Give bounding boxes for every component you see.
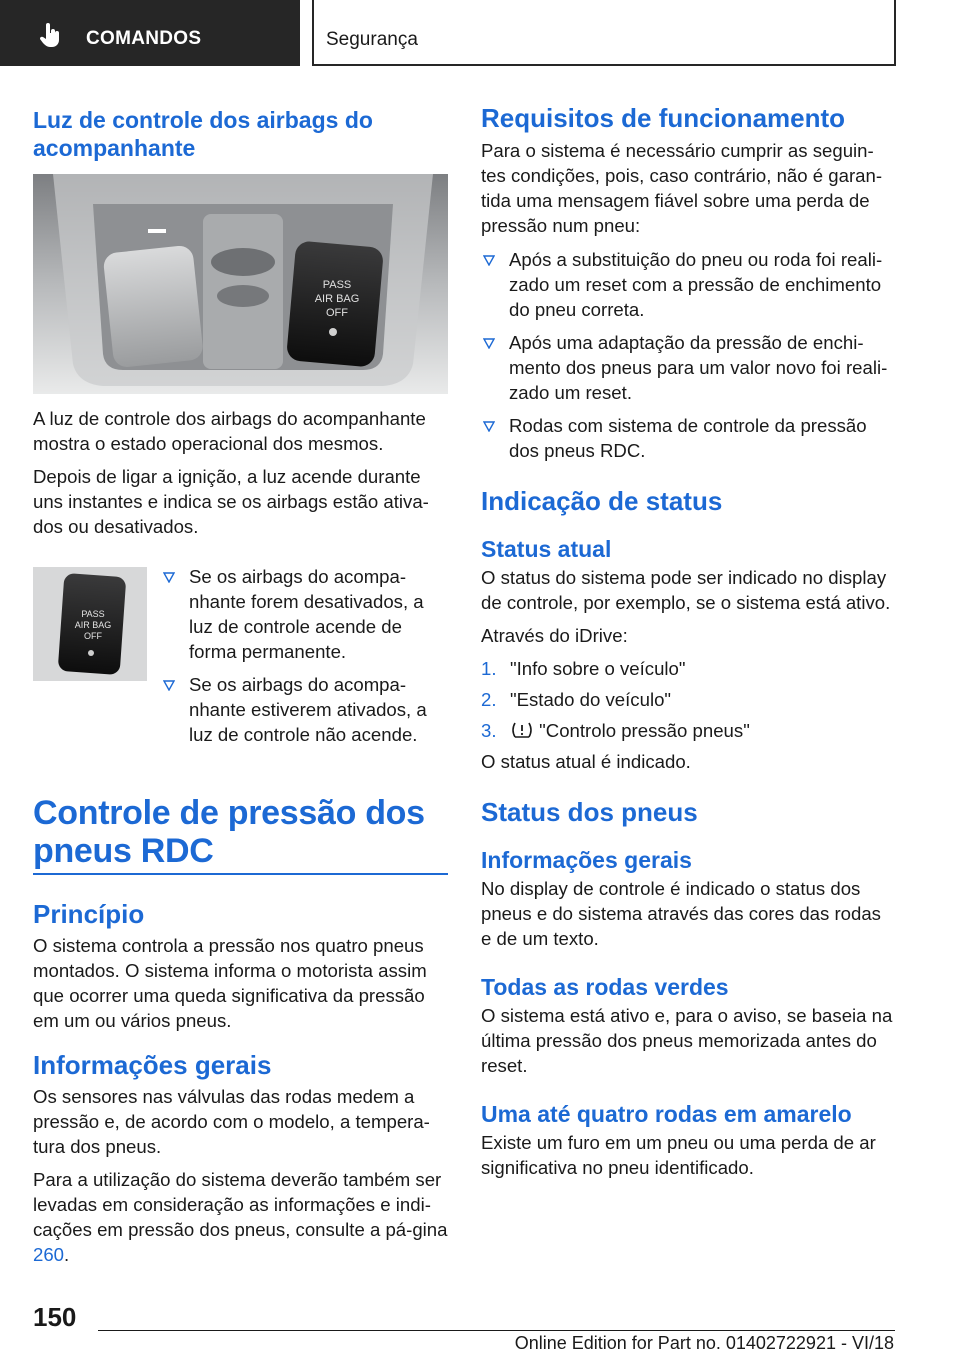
list-item: 1. "Info sobre o veículo" [481,658,686,679]
triangle-bullet-icon [483,338,495,349]
principio-section [33,898,448,1267]
triangle-bullet-icon [483,421,495,432]
list-item: Rodas com sistema de controle da pressão dos pneus RDC. [481,413,896,463]
svg-text:PASS: PASS [81,609,105,619]
airbag-bullets [161,564,448,747]
info-heading: Informações gerais [33,1050,272,1080]
requirements-text: Para o sistema é necessário cumprir as seguin‐tes condições, pois, caso contrário, não é garan‐tida uma mensagem fiável sobre uma perda de pressão num pneu: [481,140,883,236]
page-number: 150 [33,1302,77,1332]
list-item: Se os airbags do acompa‐nhante forem desativados, a luz de controle acende de forma permanente. [161,564,448,664]
green-wheels-heading: Todas as rodas verdes [481,974,729,1000]
airbag-paragraph-2: Depois de ligar a ignição, a luz acende durante uns instantes e indica se os airbags estão ativa‐dos ou desativados. [33,466,429,537]
idrive-text: Através do iDrive: [481,625,628,646]
list-item: 3. "Controlo pressão pneus" [481,720,750,741]
list-item: 2. "Estado do veículo" [481,689,672,710]
triangle-bullet-icon [163,572,175,583]
footer-divider [98,1330,895,1331]
tire-status-heading: Status dos pneus [481,797,698,827]
airbag-switch-photo [33,174,448,394]
airbag-off-button-image [33,567,147,681]
tire-pressure-warning-icon [510,720,534,740]
info-text-2: Para a utilização do sistema deverão também ser levadas em consideração as informações e indi‐cações em pressão dos pneus, consulte a pá‐gina 260. [33,1169,448,1265]
left-column [33,100,448,162]
header-chapter-box [312,0,896,66]
list-item: Após uma adaptação da pressão de enchi‐mento dos pneus para um valor novo foi reali‐zado um reset. [481,330,896,405]
green-wheels-text: O sistema está ativo e, para o aviso, se baseia na última pressão dos pneus memorizada antes do reset. [481,1005,893,1076]
svg-text:OFF: OFF [84,631,102,641]
yellow-wheels-heading: Uma até quatro rodas em amarelo [481,1101,852,1127]
pointing-hand-icon [38,22,64,48]
rdc-heading: Controle de pressão dos pneus RDC [33,794,425,870]
status-atual-heading: Status atual [481,536,612,562]
page-link[interactable]: 260 [33,1244,65,1265]
footer-edition: Online Edition for Part no. 01402722921 - VI/18 [514,1333,894,1353]
svg-text:OFF: OFF [326,307,348,319]
airbag-light-heading: Luz de controle dos airbags do acompanhante [33,107,373,161]
triangle-bullet-icon [163,680,175,691]
gerais-text: No display de controle é indicado o status dos pneus e do sistema através das cores das rodas e de um texto. [481,878,881,949]
svg-text:AIR BAG: AIR BAG [314,293,360,305]
header-chapter-label: Segurança [326,29,418,50]
principio-text: O sistema controla a pressão nos quatro pneus montados. O sistema informa o motorista assim que ocorrer uma queda significativa da pressão em um ou vários pneus. [33,935,427,1031]
info-text: Os sensores nas válvulas das rodas medem a pressão e, de acordo com o modelo, a tempera‐tura dos pneus. [33,1086,430,1157]
triangle-bullet-icon [483,255,495,266]
status-atual-text: O status do sistema pode ser indicado no display de controle, por exemplo, se o sistema está ativo. [481,567,891,613]
svg-text:PASS: PASS [322,279,352,291]
status-heading: Indicação de status [481,486,723,516]
header-section-label: COMANDOS [86,28,202,49]
left-column-intro [33,406,448,539]
airbag-paragraph-1: A luz de controle dos airbags do acompanhante mostra o estado operacional dos mesmos. [33,408,426,454]
rdc-section [33,794,448,870]
yellow-wheels-text: Existe um furo em um pneu ou uma perda de ar significativa no pneu identificado. [481,1132,876,1178]
requirements-heading: Requisitos de funcionamento [481,103,846,133]
list-item: Após a substituição do pneu ou roda foi reali‐zado um reset com a pressão de enchimento do pneu correta. [481,247,896,322]
status-result-text: O status atual é indicado. [481,751,691,772]
principio-heading: Princípio [33,899,145,929]
list-item: Se os airbags do acompa‐nhante estiverem ativados, a luz de controle não acende. [161,672,448,747]
section-divider [33,873,448,875]
svg-text:AIR BAG: AIR BAG [74,620,112,630]
header-section-tab [0,0,300,66]
gerais-heading: Informações gerais [481,847,692,873]
right-column [481,102,896,1180]
